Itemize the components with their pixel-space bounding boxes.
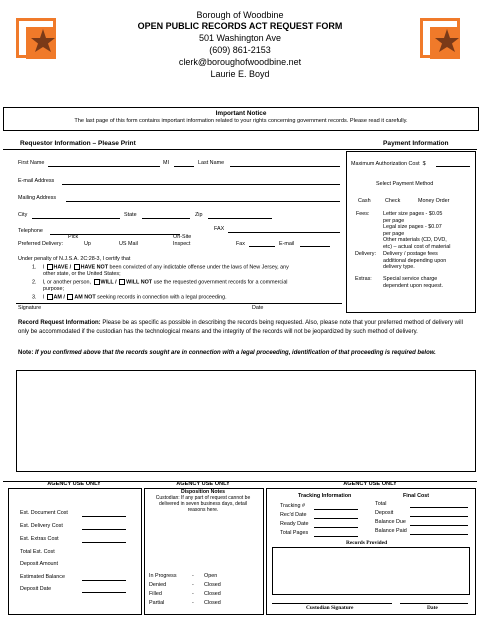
extras-label: Extras: bbox=[355, 276, 372, 282]
section-rule bbox=[3, 149, 477, 150]
state-label: State bbox=[124, 212, 137, 218]
est-extras-cost-field[interactable] bbox=[82, 542, 126, 543]
custodian-date-line[interactable] bbox=[400, 603, 468, 604]
deposit-amount-label: Deposit Amount bbox=[20, 561, 59, 567]
total-pages-field[interactable] bbox=[314, 536, 358, 537]
status-dash: - bbox=[192, 600, 194, 606]
status-in-progress[interactable]: In Progress bbox=[149, 573, 177, 579]
will-checkbox[interactable] bbox=[94, 279, 100, 285]
custodian-date-label: Date bbox=[427, 605, 438, 611]
balance-due-label: Balance Due bbox=[375, 519, 406, 525]
record-request-info: Record Request Information: Please be as specific as possible in describing the records being requested. Also, please note that your preferred method of delivery will only be accommodated if the custodian has the technological means and the integrity of the records will not be jeopardized by such method of delivery. bbox=[18, 320, 463, 335]
payment-check-option[interactable]: Check bbox=[385, 198, 401, 204]
am-not-checkbox[interactable] bbox=[67, 294, 73, 300]
status-dash: - bbox=[192, 582, 194, 588]
clerk-name: Laurie E. Boyd bbox=[210, 69, 270, 79]
est-extras-cost-label: Est. Extras Cost bbox=[20, 536, 59, 542]
am-checkbox[interactable] bbox=[47, 294, 53, 300]
agency-col3-title: AGENCY USE ONLY bbox=[343, 481, 397, 487]
cert-item-2: 2. I, or another person, WILL / WILL NOT use the requested government records for a commercial bbox=[32, 279, 288, 286]
tracking-information-title: Tracking Information bbox=[298, 493, 352, 499]
status-dash: - bbox=[192, 573, 194, 579]
delivery-fax-option[interactable]: Fax bbox=[236, 241, 245, 247]
fax-field[interactable] bbox=[228, 232, 340, 233]
form-title: OPEN PUBLIC RECORDS ACT REQUEST FORM bbox=[137, 21, 343, 31]
records-provided-title: Records Provided bbox=[346, 540, 388, 546]
records-provided-field[interactable] bbox=[272, 547, 470, 595]
ready-date-label: Ready Date bbox=[280, 521, 309, 527]
deposit-field[interactable] bbox=[410, 516, 468, 517]
delivery-fees-list: Delivery / postage fees additional depending upon delivery type. bbox=[383, 251, 447, 271]
telephone-label: Telephone bbox=[18, 228, 43, 234]
total-est-cost-label: Total Est. Cost bbox=[20, 549, 55, 555]
est-document-cost-label: Est. Document Cost bbox=[20, 510, 68, 516]
deposit-date-label: Deposit Date bbox=[20, 586, 52, 592]
disposition-notes-text: Custodian: If any part of request cannot be delivered in seven business days, detail reasons here. bbox=[155, 495, 251, 513]
custodian-signature-label: Custodian Signature bbox=[306, 605, 354, 611]
total-field[interactable] bbox=[410, 507, 468, 508]
balance-paid-field[interactable] bbox=[410, 534, 468, 535]
cert-item-2-cont: purpose; bbox=[43, 286, 64, 292]
requestor-section-title: Requestor Information – Please Print bbox=[20, 140, 136, 147]
delivery-fees-label: Delivery: bbox=[355, 251, 376, 257]
zip-label: Zip bbox=[195, 212, 203, 218]
first-name-field[interactable] bbox=[48, 166, 160, 167]
date-label: Date bbox=[252, 305, 264, 311]
cert-item-3: 3. I AM / AM NOT seeking records in connection with a legal proceeding. bbox=[32, 294, 227, 301]
borough-name: Borough of Woodbine bbox=[196, 10, 284, 20]
agency-col2-title: AGENCY USE ONLY bbox=[176, 481, 230, 487]
payment-money-order-option[interactable]: Money Order bbox=[418, 198, 450, 204]
status-dash: - bbox=[192, 591, 194, 597]
balance-paid-label: Balance Paid bbox=[375, 528, 407, 534]
final-cost-title: Final Cost bbox=[403, 493, 430, 499]
mi-field[interactable] bbox=[174, 166, 194, 167]
pick-label: Pick bbox=[68, 234, 79, 240]
first-name-label: First Name bbox=[18, 160, 45, 166]
cert-item-1: 1. I HAVE / HAVE NOT been convicted of any indictable offense under the laws of New Jersey, any bbox=[32, 264, 289, 271]
delivery-us-mail-option[interactable]: US Mail bbox=[119, 241, 138, 247]
phone: (609) 861-2153 bbox=[209, 45, 271, 55]
total-pages-label: Total Pages bbox=[280, 530, 309, 536]
cert-item-1-cont: other state, or the United States; bbox=[43, 271, 121, 277]
status-closed: Closed bbox=[204, 582, 221, 588]
disposition-notes-title: Disposition Notes bbox=[180, 489, 226, 495]
balance-due-field[interactable] bbox=[410, 525, 468, 526]
on-site-label: On-Site bbox=[173, 234, 192, 240]
status-filled[interactable]: Filled bbox=[149, 591, 162, 597]
tracking-number-label: Tracking # bbox=[280, 503, 305, 509]
will-not-checkbox[interactable] bbox=[119, 279, 125, 285]
notice-title: Important Notice bbox=[215, 110, 267, 117]
fees-label: Fees: bbox=[356, 211, 370, 217]
state-field[interactable] bbox=[142, 218, 190, 219]
address: 501 Washington Ave bbox=[198, 33, 282, 43]
penalty-statement: Under penalty of N.J.S.A. 2C:28-3, I certify that bbox=[18, 256, 131, 262]
city-label: City bbox=[18, 212, 28, 218]
delivery-email-field[interactable] bbox=[300, 246, 330, 247]
delivery-email-option[interactable]: E-mail bbox=[279, 241, 295, 247]
preferred-delivery-label: Preferred Delivery: bbox=[18, 241, 63, 247]
deposit-date-field[interactable] bbox=[82, 592, 126, 593]
tracking-number-field[interactable] bbox=[314, 509, 358, 510]
estimated-balance-field[interactable] bbox=[82, 580, 126, 581]
signature-label: Signature bbox=[18, 305, 42, 311]
mailing-label: Mailing Address bbox=[18, 195, 57, 201]
last-name-field[interactable] bbox=[230, 166, 340, 167]
payment-cash-option[interactable]: Cash bbox=[358, 198, 371, 204]
signature-line[interactable] bbox=[16, 303, 342, 304]
fees-list: Letter size pages - $0.05 per page Legal size pages - $0.07 per page Other materials (CD, DVD, etc) – actual cost of material bbox=[383, 211, 451, 250]
status-denied[interactable]: Denied bbox=[149, 582, 167, 588]
received-date-field[interactable] bbox=[314, 518, 358, 519]
status-partial[interactable]: Partial bbox=[149, 600, 165, 606]
est-document-cost-field[interactable] bbox=[82, 516, 126, 517]
est-delivery-cost-label: Est. Delivery Cost bbox=[20, 523, 63, 529]
extras-list: Special service charge dependent upon request. bbox=[383, 276, 443, 289]
status-closed: Closed bbox=[204, 591, 221, 597]
max-cost-field[interactable] bbox=[436, 166, 470, 167]
notice-text: The last page of this form contains important information related to your rights concerning government records. Please read it carefully. bbox=[74, 118, 408, 124]
est-delivery-cost-field[interactable] bbox=[82, 529, 126, 530]
estimated-balance-label: Estimated Balance bbox=[20, 574, 65, 580]
zip-field[interactable] bbox=[208, 218, 272, 219]
have-checkbox[interactable] bbox=[47, 264, 53, 270]
city-field[interactable] bbox=[32, 218, 120, 219]
fax-label: FAX bbox=[214, 226, 225, 232]
status-closed: Closed bbox=[204, 600, 221, 606]
last-name-label: Last Name bbox=[198, 160, 225, 166]
legal-proceeding-note: Note: If you confirmed above that the records sought are in connection with a legal proceeding, identification of that proceeding is required below. bbox=[18, 350, 436, 356]
max-cost-label: Maximum Authorization Cost $ bbox=[351, 161, 426, 167]
payment-section-title: Payment Information bbox=[383, 140, 449, 147]
mailing-address-field[interactable] bbox=[66, 201, 340, 202]
received-date-label: Rec'd Date bbox=[280, 512, 307, 518]
have-not-checkbox[interactable] bbox=[74, 264, 80, 270]
delivery-pickup-option[interactable]: Up bbox=[84, 241, 91, 247]
select-payment-label: Select Payment Method bbox=[376, 181, 434, 187]
ready-date-field[interactable] bbox=[314, 527, 358, 528]
custodian-signature-line[interactable] bbox=[272, 603, 392, 604]
delivery-inspect-option[interactable]: Inspect bbox=[173, 241, 191, 247]
email-address: clerk@boroughofwoodbine.net bbox=[178, 57, 302, 67]
status-open: Open bbox=[204, 573, 218, 579]
total-label: Total bbox=[375, 501, 387, 507]
deposit-label: Deposit bbox=[375, 510, 394, 516]
mi-label: MI bbox=[163, 160, 169, 166]
email-label: E-mail Address bbox=[18, 178, 55, 184]
important-notice-box bbox=[3, 107, 479, 131]
delivery-fax-field[interactable] bbox=[249, 246, 275, 247]
record-request-textarea[interactable] bbox=[16, 370, 476, 472]
agency-col1-title: AGENCY USE ONLY bbox=[47, 481, 101, 487]
email-field[interactable] bbox=[62, 184, 340, 185]
